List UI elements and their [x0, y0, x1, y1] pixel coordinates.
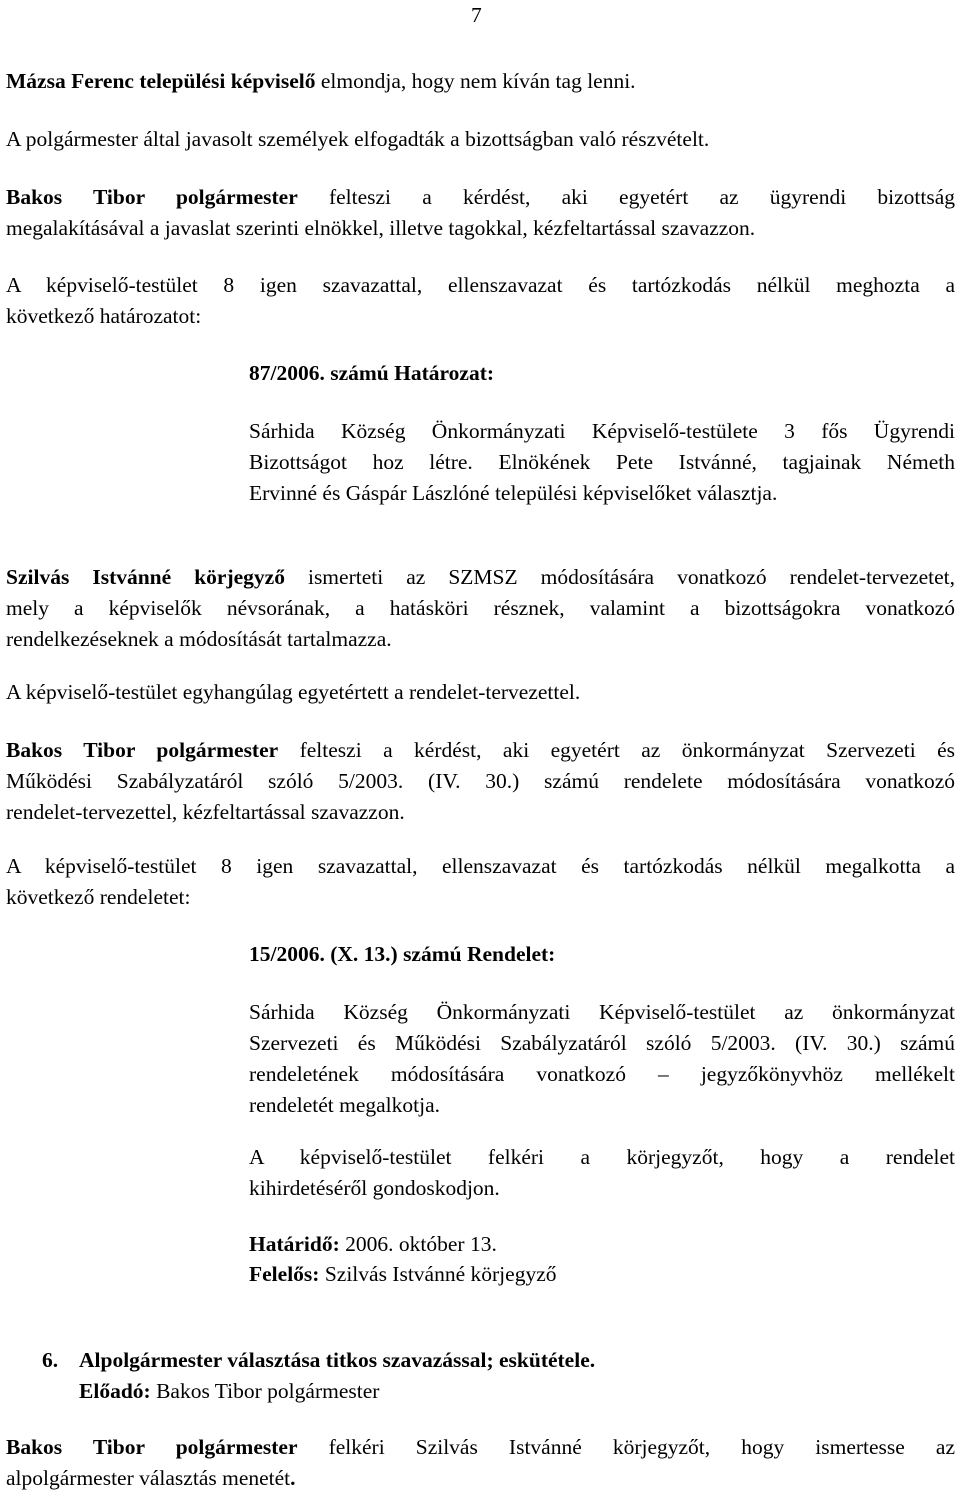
decree-request [249, 1142, 955, 1204]
decree-line: rendeletét megalkotja. [249, 1093, 441, 1117]
resolution-body [249, 416, 955, 509]
decree-body [249, 997, 955, 1121]
presenter-value: Bakos Tibor polgármester [150, 1379, 380, 1403]
decree-line: Sárhida Község Önkormányzati Képviselő-testület az önkormányzat [249, 1000, 955, 1024]
statement-text-line: A képviselő-testület 8 igen szavazattal, ellenszavazat és tartózkodás nélkül megalkotta a [6, 854, 955, 878]
decree-title: 15/2006. (X. 13.) számú Rendelet: [249, 942, 556, 966]
agenda-item-title: Alpolgármester választása titkos szavazással; eskütétele. [79, 1348, 596, 1372]
statement-text: felteszi a kérdést, aki egyetért az ügyrendi bizottság [297, 185, 956, 209]
statement-text-line: mely a képviselők névsorának, a hatásköri résznek, valamint a bizottságokra vonatkozó [6, 596, 955, 620]
paragraph-mayor-request [6, 1432, 955, 1494]
resolution-title: 87/2006. számú Határozat: [249, 361, 495, 385]
speaker-name: Bakos Tibor polgármester [6, 185, 298, 209]
resolution-line: Sárhida Község Önkormányzati Képviselő-testülete 3 fős Ügyrendi [249, 419, 955, 443]
statement-text-line: következő rendeletet: [6, 885, 191, 909]
statement-text: elmondja, hogy nem kíván tag lenni. [315, 69, 636, 93]
agenda-item-number: 6. [42, 1348, 59, 1372]
responsible-line [249, 1259, 955, 1290]
decree-request-line: kihirdetéséről gondoskodjon. [249, 1176, 500, 1200]
speaker-name: Mázsa Ferenc települési képviselő [6, 69, 316, 93]
decree-line: Szervezeti és Működési Szabályzatáról szóló 5/2003. (IV. 30.) számú [249, 1031, 955, 1055]
paragraph-vote-resolution [6, 270, 955, 332]
responsible-label: Felelős: [249, 1262, 320, 1286]
decree-request-line: A képviselő-testület felkéri a körjegyzőt, hogy a rendelet [249, 1145, 955, 1169]
paragraph-members-accepted [6, 124, 955, 155]
speaker-name: Szilvás Istvánné körjegyző [6, 565, 285, 589]
statement-text: felteszi a kérdést, aki egyetért az önkormányzat Szervezeti és [278, 738, 955, 762]
deadline-value: 2006. október 13. [339, 1232, 497, 1256]
statement-text: A polgármester által javasolt személyek elfogadták a bizottságban való részvételt. [6, 127, 710, 151]
speaker-name: Bakos Tibor polgármester [6, 738, 279, 762]
deadline-label: Határidő: [249, 1232, 340, 1256]
statement-text: A képviselő-testület egyhangúlag egyetértett a rendelet-tervezettel. [6, 680, 581, 704]
statement-text-line: rendelkezéseknek a módosítását tartalmazza. [6, 627, 392, 651]
agenda-item [79, 1345, 595, 1407]
page-number: 7 [471, 3, 482, 27]
statement-text-line: rendelet-tervezettel, kézfeltartással szavazzon. [6, 800, 405, 824]
paragraph-unanimous-agreement [6, 677, 955, 708]
statement-text-line: A képviselő-testület 8 igen szavazattal, ellenszavazat és tartózkodás nélkül meghozta a [6, 273, 955, 297]
resolution-line: Bizottságot hoz létre. Elnökének Pete Istvánné, tagjainak Németh [249, 450, 955, 474]
statement-text: felkéri Szilvás Istvánné körjegyzőt, hogy ismertesse az [297, 1435, 955, 1459]
paragraph-vote-decree [6, 851, 955, 913]
resolution-line: Ervinné és Gáspár Lászlóné települési képviselőket választja. [249, 481, 778, 505]
statement-text: ismerteti az SZMSZ módosítására vonatkozó rendelet-tervezetet, [284, 565, 955, 589]
responsible-value: Szilvás Istvánné körjegyző [319, 1262, 557, 1286]
speaker-name: Bakos Tibor polgármester [6, 1435, 298, 1459]
statement-text-line: Működési Szabályzatáról szóló 5/2003. (IV. 30.) számú rendelete módosítására vonatkozó [6, 769, 955, 793]
statement-text-line: megalakításával a javaslat szerinti elnökkel, illetve tagokkal, kézfeltartással szavazzon. [6, 216, 756, 240]
statement-text-line: alpolgármester választás menetét [6, 1466, 291, 1490]
paragraph-notary-presentation [6, 562, 955, 655]
paragraph-masza-statement [6, 66, 955, 97]
presenter-label: Előadó: [79, 1379, 151, 1403]
statement-text-line: következő határozatot: [6, 304, 202, 328]
paragraph-mayor-question-committee [6, 182, 955, 244]
deadline-line [249, 1229, 955, 1260]
paragraph-mayor-question-decree [6, 735, 955, 828]
decree-line: rendeletének módosítására vonatkozó – jegyzőkönyvhöz mellékelt [249, 1062, 955, 1086]
sentence-end: . [290, 1466, 296, 1490]
